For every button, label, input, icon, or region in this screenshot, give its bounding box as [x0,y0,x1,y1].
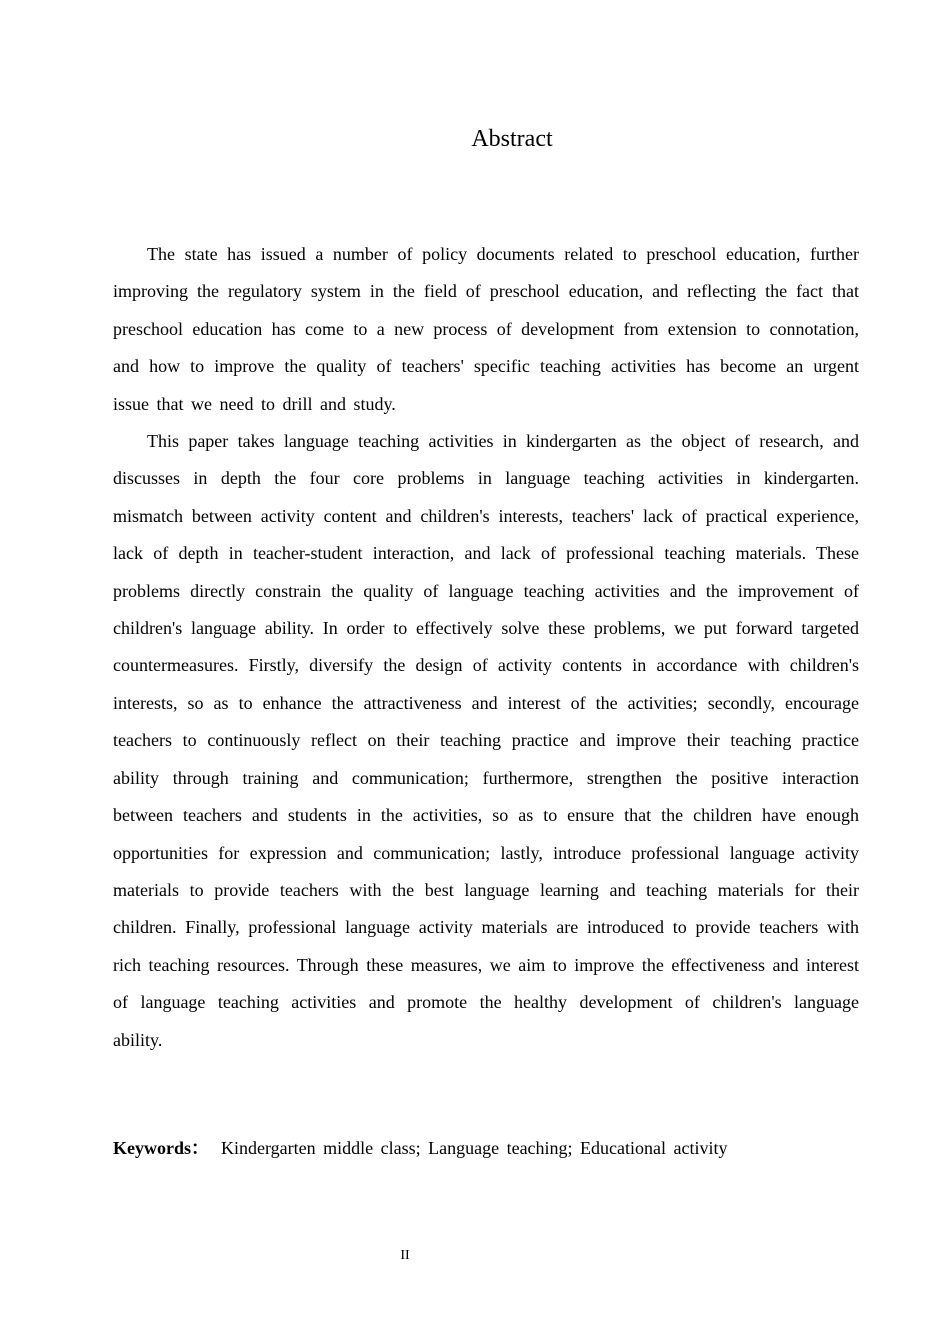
keywords-value: Kindergarten middle class; Language teaching; Educational activity [221,1138,728,1158]
abstract-paragraph-1: The state has issued a number of policy documents related to preschool education, further improving the regulatory system in the field of preschool education, and reflecting the fact that preschool education has come to a new process of development from extension to connotation, and how to improve the quality of teachers' specific teaching activities has become an urgent issue that we need to drill and study. [113,244,859,414]
keywords-line [113,1130,859,1167]
abstract-body [113,236,859,1059]
keywords-label: Keywords： [113,1138,209,1158]
abstract-paragraph-2: This paper takes language teaching activities in kindergarten as the object of research, and discusses in depth the four core problems in language teaching activities in kindergarten. mismatch between activity content and children's interests, teachers' lack of practical experience, lack of depth in teacher-student interaction, and lack of professional teaching materials. These problems directly constrain the quality of language teaching activities and the improvement of children's language ability. In order to effectively solve these problems, we put forward targeted countermeasures. Firstly, diversify the design of activity contents in accordance with children's interests, so as to enhance the attractiveness and interest of the activities; secondly, encourage teachers to continuously reflect on their teaching practice and improve their teaching practice ability through training and communication; furthermore, strengthen the positive interaction between teachers and students in the activities, so as to ensure that the children have enough opportunities for expression and communication; lastly, introduce professional language activity materials to provide teachers with the best language learning and teaching materials for their children. Finally, professional language activity materials are introduced to provide teachers with rich teaching resources. Through these measures, we aim to improve the effectiveness and interest of language teaching activities and promote the healthy development of children's language ability. [113,431,859,1050]
abstract-heading: Abstract [471,126,553,152]
page-number: II [400,1248,410,1263]
